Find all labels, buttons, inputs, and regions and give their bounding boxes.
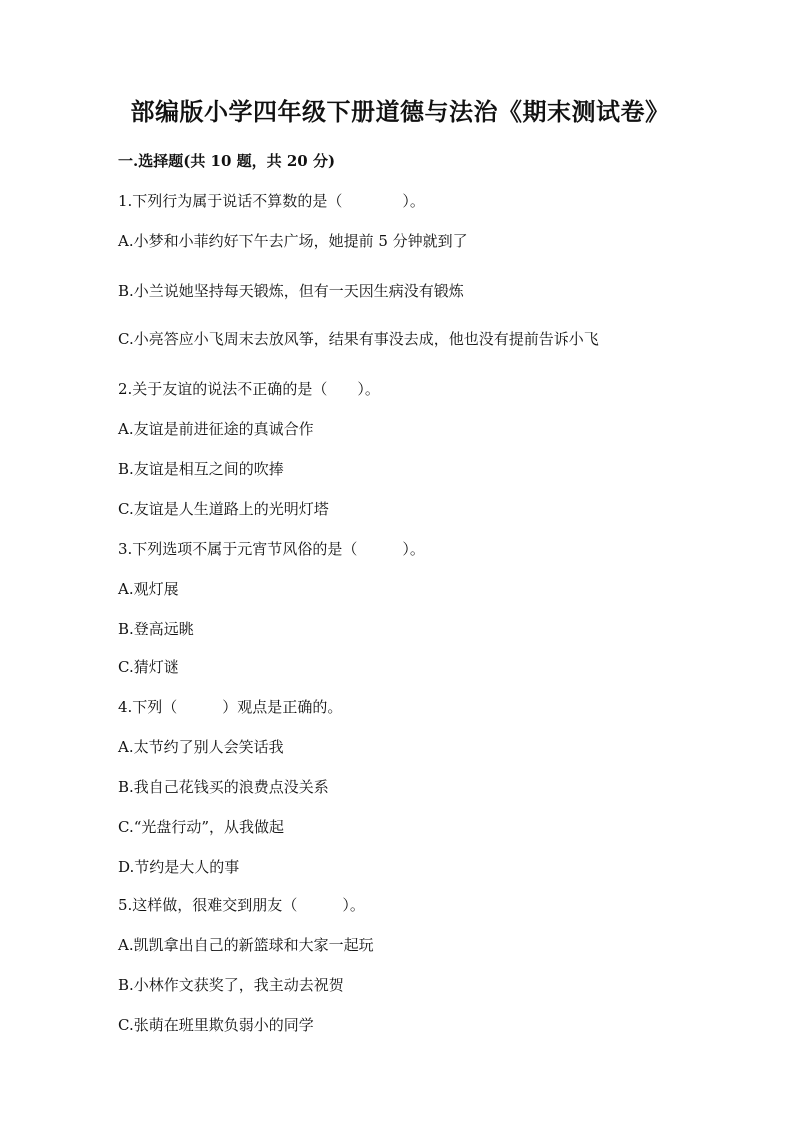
question-3-option-c: C.猜灯谜 [118, 658, 179, 676]
question-4-option-c: C.“光盘行动”，从我做起 [118, 818, 285, 836]
question-1-stem: 1.下列行为属于说话不算数的是（ ）。 [118, 192, 425, 210]
question-3-option-a: A.观灯展 [118, 580, 179, 598]
question-4-option-b: B.我自己花钱买的浪费点没关系 [118, 778, 329, 796]
question-3-option-b: B.登高远眺 [118, 620, 194, 638]
question-2-option-c: C.友谊是人生道路上的光明灯塔 [118, 500, 329, 518]
question-5-option-c: C.张萌在班里欺负弱小的同学 [118, 1016, 314, 1034]
question-1-option-c: C.小亮答应小飞周末去放风筝，结果有事没去成，他也没有提前告诉小飞 [118, 330, 599, 348]
question-2-stem: 2.关于友谊的说法不正确的是（ ）。 [118, 380, 380, 398]
question-5-option-a: A.凯凯拿出自己的新篮球和大家一起玩 [118, 936, 374, 954]
question-3-stem: 3.下列选项不属于元宵节风俗的是（ ）。 [118, 540, 425, 558]
question-5-option-b: B.小林作文获奖了，我主动去祝贺 [118, 976, 344, 994]
question-1-option-b: B.小兰说她坚持每天锻炼，但有一天因生病没有锻炼 [118, 282, 464, 300]
question-4-option-a: A.太节约了别人会笑话我 [118, 738, 284, 756]
section-heading: 一.选择题(共 10 题，共 20 分) [118, 152, 336, 170]
question-2-option-a: A.友谊是前进征途的真诚合作 [118, 420, 314, 438]
question-1-option-a: A.小梦和小菲约好下午去广场，她提前 5 分钟就到了 [118, 232, 468, 250]
question-4-option-d: D.节约是大人的事 [118, 858, 240, 876]
question-4-stem: 4.下列（ ）观点是正确的。 [118, 698, 343, 716]
question-5-stem: 5.这样做，很难交到朋友（ ）。 [118, 896, 365, 914]
document-title: 部编版小学四年级下册道德与法治《期末测试卷》 [130, 97, 670, 126]
question-2-option-b: B.友谊是相互之间的吹捧 [118, 460, 284, 478]
